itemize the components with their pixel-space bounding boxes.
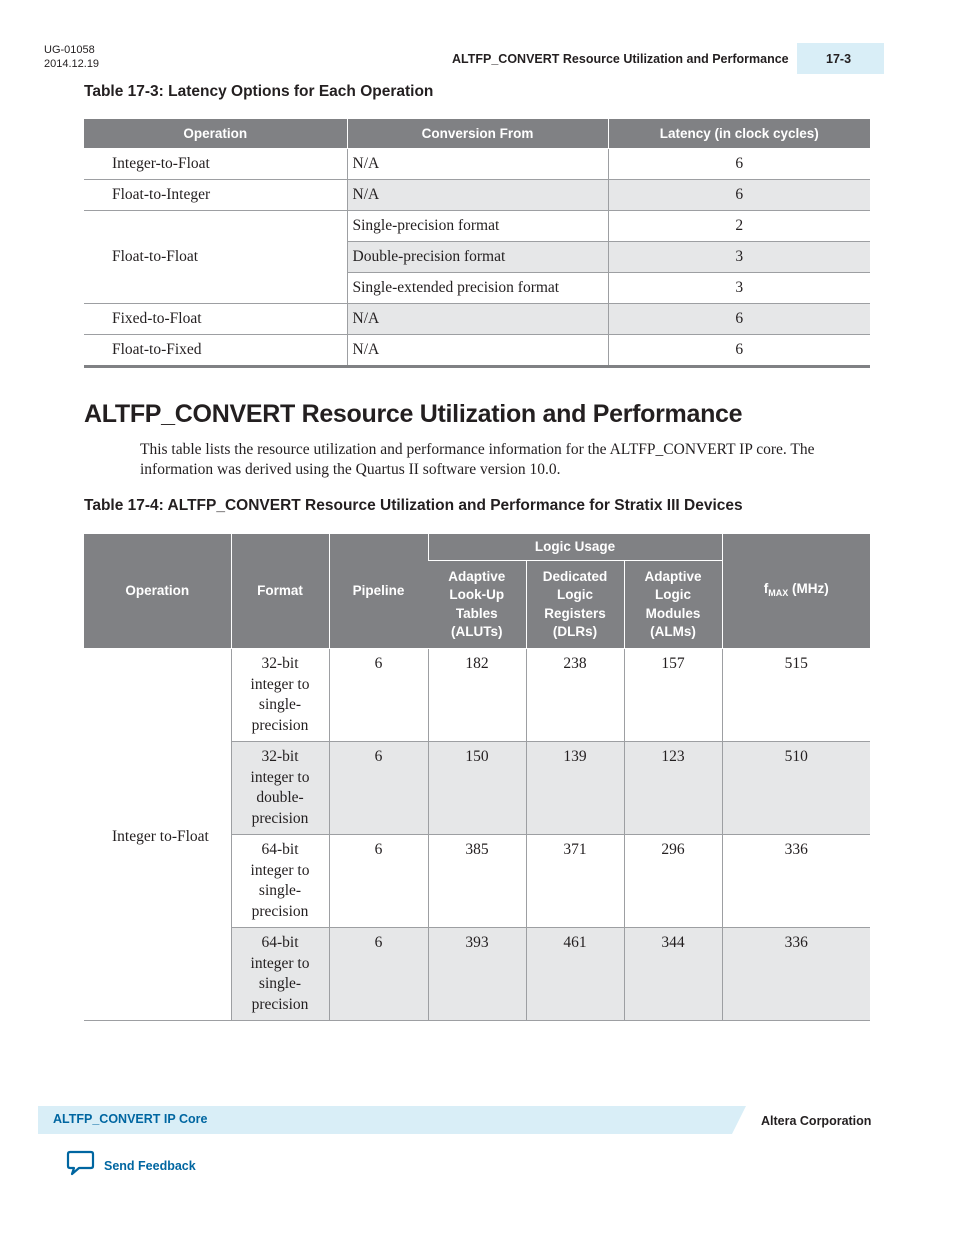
table-header-row (84, 119, 870, 149)
col-header-fmax: $f_{MAX}$ (MHz) (722, 534, 870, 649)
pipeline-cell: 6 (329, 742, 428, 835)
table-row (84, 304, 870, 335)
table-header-row (84, 534, 870, 561)
col-header-conversion: Conversion From (347, 119, 608, 149)
fmax-cell: 336 (722, 835, 870, 928)
format-cell: 32-bit integer to single-precision (231, 649, 329, 742)
table2-caption: Table 17-4: ALTFP_CONVERT Resource Utilization and Performance for Stratix III Devices (84, 497, 743, 514)
conversion-cell: N/A (347, 149, 608, 180)
operation-cell: Float-to-Fixed (84, 335, 347, 367)
latency-cell: 6 (608, 335, 870, 367)
table-row (84, 335, 870, 367)
footer-doc-title-link[interactable]: ALTFP_CONVERT IP Core (53, 1112, 208, 1126)
pipeline-cell: 6 (329, 649, 428, 742)
pipeline-cell: 6 (329, 835, 428, 928)
running-title: ALTFP_CONVERT Resource Utilization and Performance (452, 52, 789, 66)
aluts-cell: 150 (428, 742, 526, 835)
latency-cell: 6 (608, 180, 870, 211)
fmax-cell: 515 (722, 649, 870, 742)
operation-cell: Float-to-Integer (84, 180, 347, 211)
table-row (84, 649, 870, 742)
conversion-cell: N/A (347, 335, 608, 367)
col-header-logic-usage: Logic Usage (428, 534, 722, 561)
latency-cell: 2 (608, 211, 870, 242)
dlrs-cell: 371 (526, 835, 624, 928)
table1-caption: Table 17-3: Latency Options for Each Operation (84, 83, 434, 100)
fmax-cell: 510 (722, 742, 870, 835)
col-header-pipeline: Pipeline (329, 534, 428, 649)
dlrs-cell: 461 (526, 928, 624, 1021)
send-feedback-link[interactable] (66, 1150, 196, 1181)
speech-bubble-icon (66, 1150, 95, 1181)
resource-table (84, 534, 870, 1021)
table-row (84, 180, 870, 211)
aluts-cell: 393 (428, 928, 526, 1021)
format-cell: 64-bit integer to single-precision (231, 835, 329, 928)
latency-cell: 6 (608, 304, 870, 335)
section-title: ALTFP_CONVERT Resource Utilization and Performance (84, 400, 743, 428)
operation-cell: Float-to-Float (84, 211, 347, 304)
doc-id: UG-01058 (44, 44, 95, 56)
col-header-latency: Latency (in clock cycles) (608, 119, 870, 149)
send-feedback-label: Send Feedback (104, 1158, 196, 1173)
doc-date: 2014.12.19 (44, 58, 100, 70)
page-number: 17-3 (797, 43, 884, 74)
latency-cell: 3 (608, 242, 870, 273)
latency-cell: 6 (608, 149, 870, 180)
footer-company: Altera Corporation (761, 1114, 872, 1128)
conversion-cell: Single-precision format (347, 211, 608, 242)
format-cell: 64-bit integer to single-precision (231, 928, 329, 1021)
doc-id-block (44, 43, 99, 71)
alms-cell: 157 (624, 649, 722, 742)
conversion-cell: N/A (347, 304, 608, 335)
operation-cell: Integer-to-Float (84, 149, 347, 180)
aluts-cell: 385 (428, 835, 526, 928)
conversion-cell: Single-extended precision format (347, 273, 608, 304)
operation-cell: Fixed-to-Float (84, 304, 347, 335)
dlrs-cell: 139 (526, 742, 624, 835)
conversion-cell: Double-precision format (347, 242, 608, 273)
format-cell: 32-bit integer to double-precision (231, 742, 329, 835)
col-header-alms: Adaptive Logic Modules (ALMs) (624, 561, 722, 649)
pipeline-cell: 6 (329, 928, 428, 1021)
col-header-operation: Operation (84, 534, 231, 649)
intro-paragraph: This table lists the resource utilization and performance information for the ALTFP_CONVERT IP core. The information was derived using the Quartus II software version 10.0. (140, 441, 815, 478)
latency-table (84, 119, 870, 368)
col-header-format: Format (231, 534, 329, 649)
latency-cell: 3 (608, 273, 870, 304)
operation-cell: Integer to-Float (84, 649, 231, 1021)
table-row (84, 149, 870, 180)
alms-cell: 296 (624, 835, 722, 928)
col-header-aluts: Adaptive Look-Up Tables (ALUTs) (428, 561, 526, 649)
col-header-dlrs: Dedicated Logic Registers (DLRs) (526, 561, 624, 649)
col-header-operation: Operation (84, 119, 347, 149)
dlrs-cell: 238 (526, 649, 624, 742)
alms-cell: 123 (624, 742, 722, 835)
conversion-cell: N/A (347, 180, 608, 211)
table-row (84, 211, 870, 242)
alms-cell: 344 (624, 928, 722, 1021)
aluts-cell: 182 (428, 649, 526, 742)
fmax-cell: 336 (722, 928, 870, 1021)
